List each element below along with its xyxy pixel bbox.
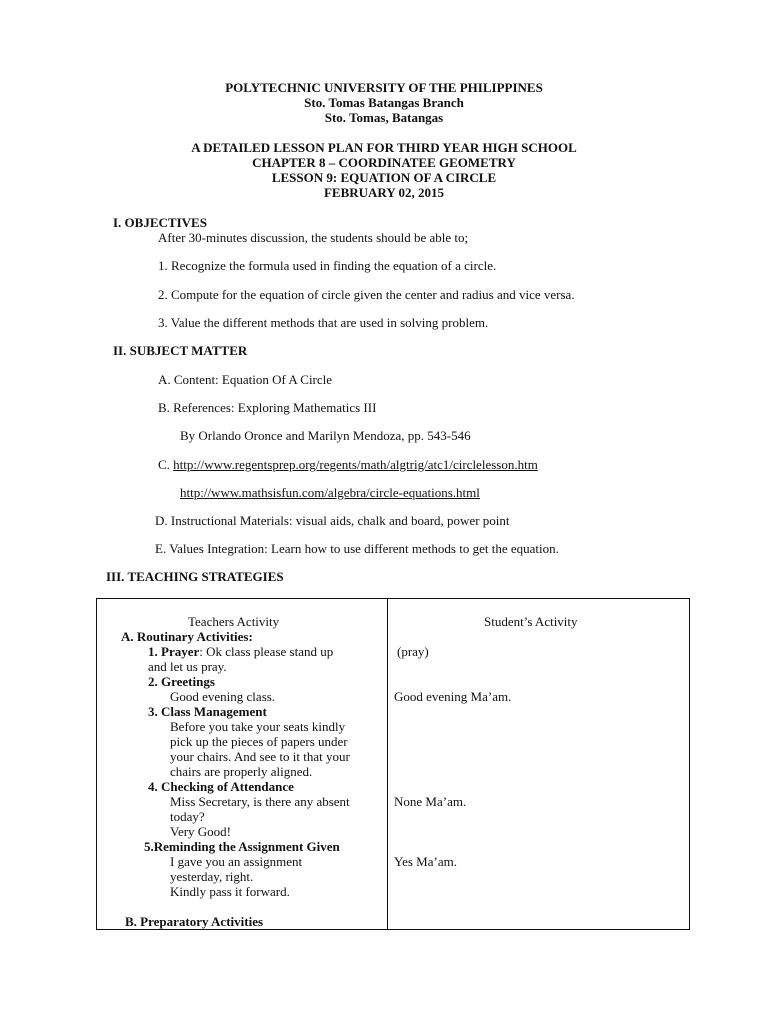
class-management-text: pick up the pieces of papers under [170, 734, 348, 749]
objectives-heading: I. OBJECTIVES [113, 215, 207, 230]
prayer-label: 1. Prayer [148, 644, 200, 659]
teacher-column-header: Teachers Activity [188, 614, 280, 629]
content-line: A. Content: Equation Of A Circle [158, 372, 333, 387]
mathsisfun-link-line [180, 485, 480, 500]
subject-matter-heading: II. SUBJECT MATTER [113, 343, 248, 358]
assignment-text: I gave you an assignment [170, 854, 303, 869]
attendance-text: Very Good! [170, 824, 232, 839]
prayer-text-cont: and let us pray. [148, 659, 227, 674]
lesson-date: FEBRUARY 02, 2015 [323, 185, 445, 200]
objective-item: 2. Compute for the equation of circle given the center and radius and vice versa. [158, 287, 575, 302]
attendance-text: Miss Secretary, is there any absent [170, 794, 350, 809]
class-management-text: your chairs. And see to it that your [170, 749, 350, 764]
preparatory-heading: B. Preparatory Activities [125, 914, 264, 929]
objectives-intro: After 30-minutes discussion, the students should be able to; [158, 230, 469, 245]
lesson-plan-title: A DETAILED LESSON PLAN FOR THIRD YEAR HIGH SCHOOL [191, 140, 577, 155]
link-prefix: C. [158, 457, 174, 472]
objective-item: 3. Value the different methods that are used in solving problem. [158, 315, 489, 330]
student-column-header: Student’s Activity [484, 614, 578, 629]
assignment-text: yesterday, right. [170, 869, 254, 884]
assignment-student-response: Yes Ma’am. [394, 854, 457, 869]
lesson-title: LESSON 9: EQUATION OF A CIRCLE [271, 170, 497, 185]
class-management-label: 3. Class Management [148, 704, 267, 719]
chapter-title: CHAPTER 8 – COORDINATEE GEOMETRY [252, 155, 516, 170]
greetings-text: Good evening class. [170, 689, 276, 704]
assignment-text: Kindly pass it forward. [170, 884, 290, 899]
class-management-text: chairs are properly aligned. [170, 764, 313, 779]
routinary-heading: A. Routinary Activities: [121, 629, 253, 644]
regentsprep-link[interactable]: http://www.regentsprep.org/regents/math/algtrig/atc1/circlelesson.htm [173, 457, 538, 472]
attendance-label: 4. Checking of Attendance [148, 779, 294, 794]
university-name: POLYTECHNIC UNIVERSITY OF THE PHILIPPINES [225, 80, 543, 95]
greetings-student-response: Good evening Ma’am. [394, 689, 512, 704]
materials-line: D. Instructional Materials: visual aids, chalk and board, power point [155, 513, 510, 528]
prayer-line [148, 644, 333, 659]
objective-item: 1. Recognize the formula used in finding the equation of a circle. [158, 258, 497, 273]
authors-line: By Orlando Oronce and Marilyn Mendoza, pp. 543-546 [180, 428, 471, 443]
references-line: B. References: Exploring Mathematics III [158, 400, 377, 415]
attendance-student-response: None Ma’am. [394, 794, 467, 809]
assignment-label: 5.Reminding the Assignment Given [144, 839, 340, 854]
table-divider [387, 599, 388, 929]
prayer-text: : Ok class please stand up [199, 644, 334, 659]
greetings-label: 2. Greetings [148, 674, 215, 689]
teaching-strategies-heading: III. TEACHING STRATEGIES [106, 569, 284, 584]
online-references [158, 457, 538, 472]
prayer-student-response: (pray) [397, 644, 429, 659]
class-management-text: Before you take your seats kindly [170, 719, 346, 734]
branch-location: Sto. Tomas, Batangas [324, 110, 444, 125]
branch-name: Sto. Tomas Batangas Branch [304, 95, 464, 110]
mathsisfun-link[interactable]: http://www.mathsisfun.com/algebra/circle-equations.html [180, 485, 480, 500]
attendance-text: today? [170, 809, 205, 824]
values-line: E. Values Integration: Learn how to use different methods to get the equation. [155, 541, 559, 556]
